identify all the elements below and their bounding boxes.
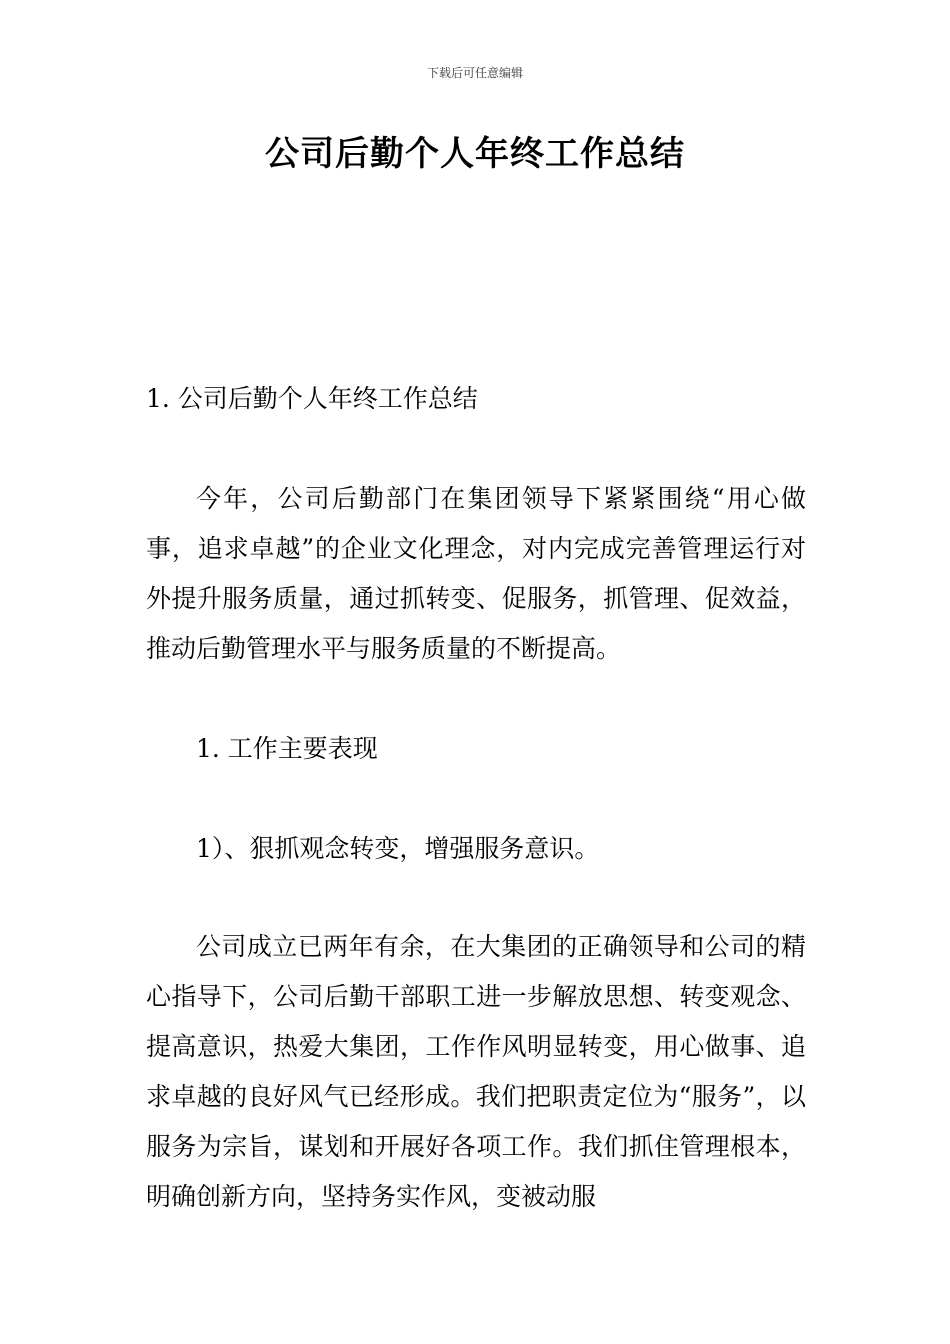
document-title: 公司后勤个人年终工作总结	[265, 134, 685, 174]
paragraph-intro: 今年，公司后勤部门在集团领导下紧紧围绕“用心做事，追求卓越”的企业文化理念，对内完成完善管理运行对外提升服务质量，通过抓转变、促服务，抓管理、促效益，推动后勤管理水平与服务质量的不断提高。	[146, 484, 806, 663]
paragraph-body: 公司成立已两年有余，在大集团的正确领导和公司的精心指导下，公司后勤干部职工进一步解放思想、转变观念、提高意识，热爱大集团，工作作风明显转变，用心做事、追求卓越的良好风气已经形成。我们把职责定位为“服务”，以服务为宗旨，谋划和开展好各项工作。我们抓住管理根本，明确创新方向，坚持务实作风，变被动服	[146, 932, 806, 1211]
sub-sub-heading: 1）、狠抓观念转变，增强服务意识。	[196, 834, 600, 863]
header-note: 下载后可任意编辑	[426, 66, 523, 80]
section-heading: 1. 公司后勤个人年终工作总结	[146, 384, 478, 413]
sub-heading: 1. 工作主要表现	[196, 734, 378, 763]
